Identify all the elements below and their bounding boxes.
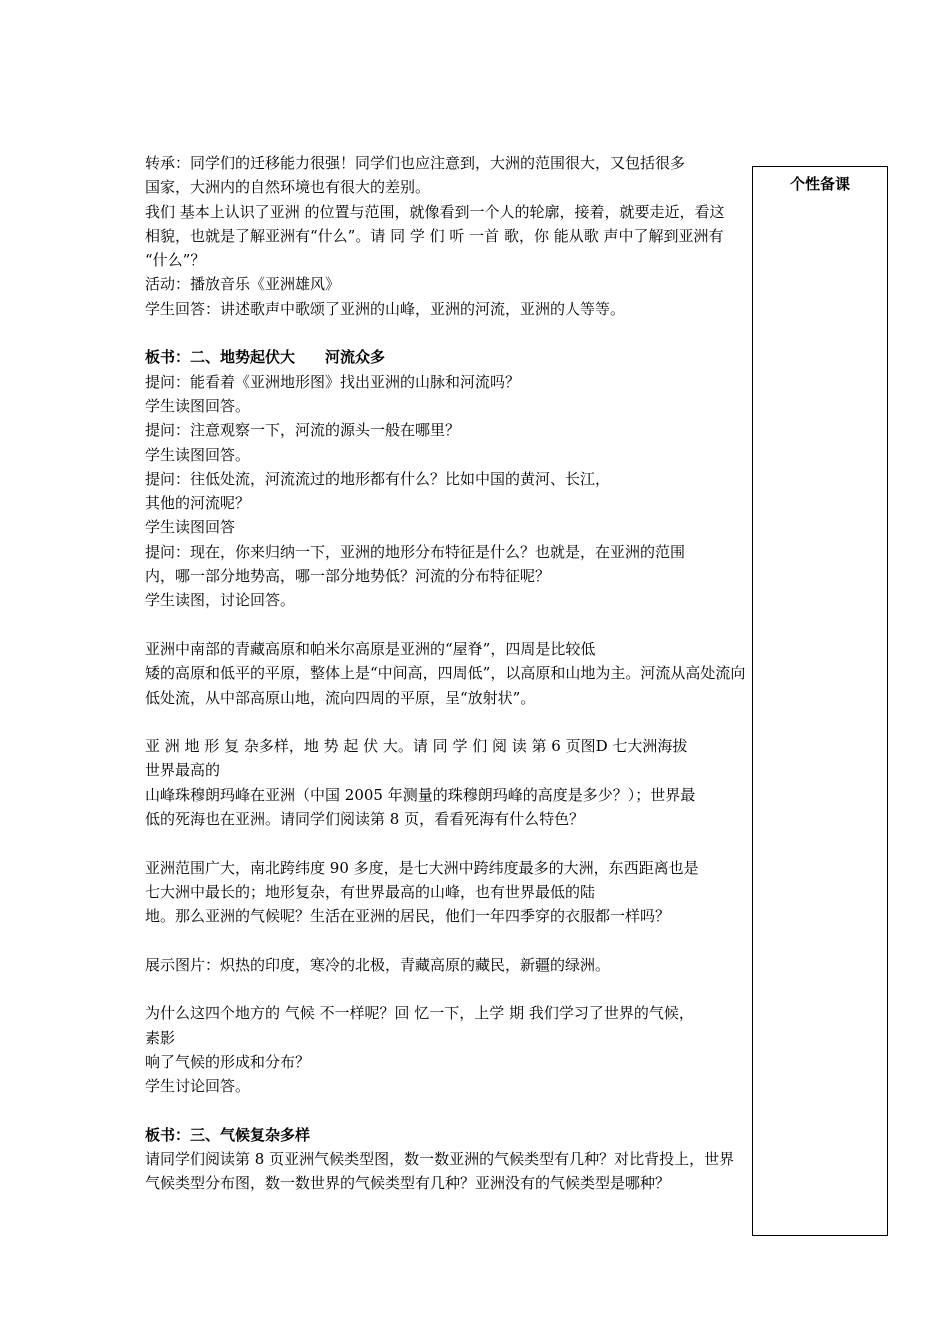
text-line: 气候类型分布图，数一数世界的气候类型有几种？亚洲没有的气候类型是哪种？ bbox=[145, 1174, 671, 1193]
blank-line bbox=[145, 831, 752, 855]
board-heading: 板书：三、气候复杂多样 bbox=[145, 1125, 311, 1144]
lesson-text bbox=[145, 151, 752, 1241]
text-line: 矮的高原和低平的平原，整体上是“中间高，四周低”，以高原和山地为主。河流从高处流向 bbox=[145, 664, 746, 683]
text-line: 亚洲范围广大，南北跨纬度 90 多度，是七大洲中跨纬度最多的大洲，东西距离也是 bbox=[145, 858, 699, 877]
text-line: 国家，大洲内的自然环境也有很大的差别。 bbox=[145, 178, 431, 197]
text-line: 提问：注意观察一下，河流的源头一般在哪里？ bbox=[145, 421, 461, 440]
text-line: 低的死海也在亚洲。请同学们阅读第 8 页，看看死海有什么特色？ bbox=[145, 810, 585, 829]
text-line: 山峰珠穆朗玛峰在亚洲（中国 2005 年测量的珠穆朗玛峰的高度是多少？）；世界最 bbox=[145, 785, 696, 804]
text-line: 低处流，从中部高原山地，流向四周的平原，呈“放射状”。 bbox=[145, 688, 536, 707]
text-line: 亚洲中南部的青藏高原和帕米尔高原是亚洲的“屋脊”，四周是比较低 bbox=[145, 639, 596, 658]
board-heading: 板书：二、地势起伏大 河流众多 bbox=[145, 348, 386, 367]
blank-line bbox=[145, 929, 752, 953]
blank-line bbox=[145, 321, 752, 345]
text-line: 我们 基本上认识了亚洲 的位置与范围，就像看到一个人的轮廓，接着，就要走近，看这 bbox=[145, 202, 725, 221]
text-line: 请同学们阅读第 8 页亚洲气候类型图，数一数亚洲的气候类型有几种？对比背投上，世界 bbox=[145, 1150, 735, 1169]
text-line: 为什么这四个地方的 气候 不一样呢？回 忆一下，上学 期 我们学习了世界的气候， bbox=[145, 1004, 694, 1023]
text-line: 提问：现在，你来归纳一下，亚洲的地形分布特征是什么？也就是，在亚洲的范围 bbox=[145, 542, 686, 561]
blank-line bbox=[145, 710, 752, 734]
text-line: 转承：同学们的迁移能力很强！同学们也应注意到，大洲的范围很大，又包括很多 bbox=[145, 154, 686, 172]
text-line: 学生读图，讨论回答。 bbox=[145, 591, 296, 610]
text-line: 世界最高的 bbox=[145, 761, 221, 780]
text-line: 展示图片：炽热的印度，寒冷的北极，青藏高原的藏民，新疆的绿洲。 bbox=[145, 955, 611, 974]
text-line: 地。那么亚洲的气候呢？生活在亚洲的居民，他们一年四季穿的衣服都一样吗？ bbox=[145, 907, 671, 926]
text-line: 其他的河流呢？ bbox=[145, 494, 251, 513]
text-line: 亚 洲 地 形 复 杂多样，地 势 起 伏 大。请 同 学 们 阅 读 第 6 页图D 七大洲海拔 bbox=[145, 737, 688, 756]
text-line: 响了气候的形成和分布？ bbox=[145, 1052, 311, 1071]
text-line: 活动：播放音乐《亚洲雄风》 bbox=[145, 275, 341, 294]
blank-line bbox=[145, 613, 752, 637]
text-line: 内，哪一部分地势高，哪一部分地势低？河流的分布特征呢？ bbox=[145, 567, 551, 586]
text-line: 学生读图回答 bbox=[145, 518, 236, 537]
text-line: 学生读图回答。 bbox=[145, 445, 251, 464]
text-line: 学生读图回答。 bbox=[145, 396, 251, 415]
text-line: 学生讨论回答。 bbox=[145, 1077, 251, 1096]
text-line: 素影 bbox=[145, 1028, 176, 1047]
text-line: 提问：能看着《亚洲地形图》找出亚洲的山脉和河流吗？ bbox=[145, 372, 521, 391]
text-line: 提问：往低处流，河流流过的地形都有什么？比如中国的黄河、长江， bbox=[145, 469, 611, 488]
blank-line bbox=[145, 1099, 752, 1123]
text-line: 学生回答：讲述歌声中歌颂了亚洲的山峰，亚洲的河流，亚洲的人等等。 bbox=[145, 299, 626, 318]
text-line: 相貌，也就是了解亚洲有“什么”。请 同 学 们 听 一首 歌，你 能从歌 声中了解到亚洲有 bbox=[145, 226, 724, 245]
panel-title: 个性备课 bbox=[789, 175, 850, 193]
blank-line bbox=[145, 977, 752, 1001]
text-line: 七大洲中最长的；地形复杂，有世界最高的山峰，也有世界最低的陆 bbox=[145, 882, 596, 901]
text-line: “什么”？ bbox=[145, 251, 206, 270]
personal-notes-panel bbox=[752, 166, 888, 1236]
